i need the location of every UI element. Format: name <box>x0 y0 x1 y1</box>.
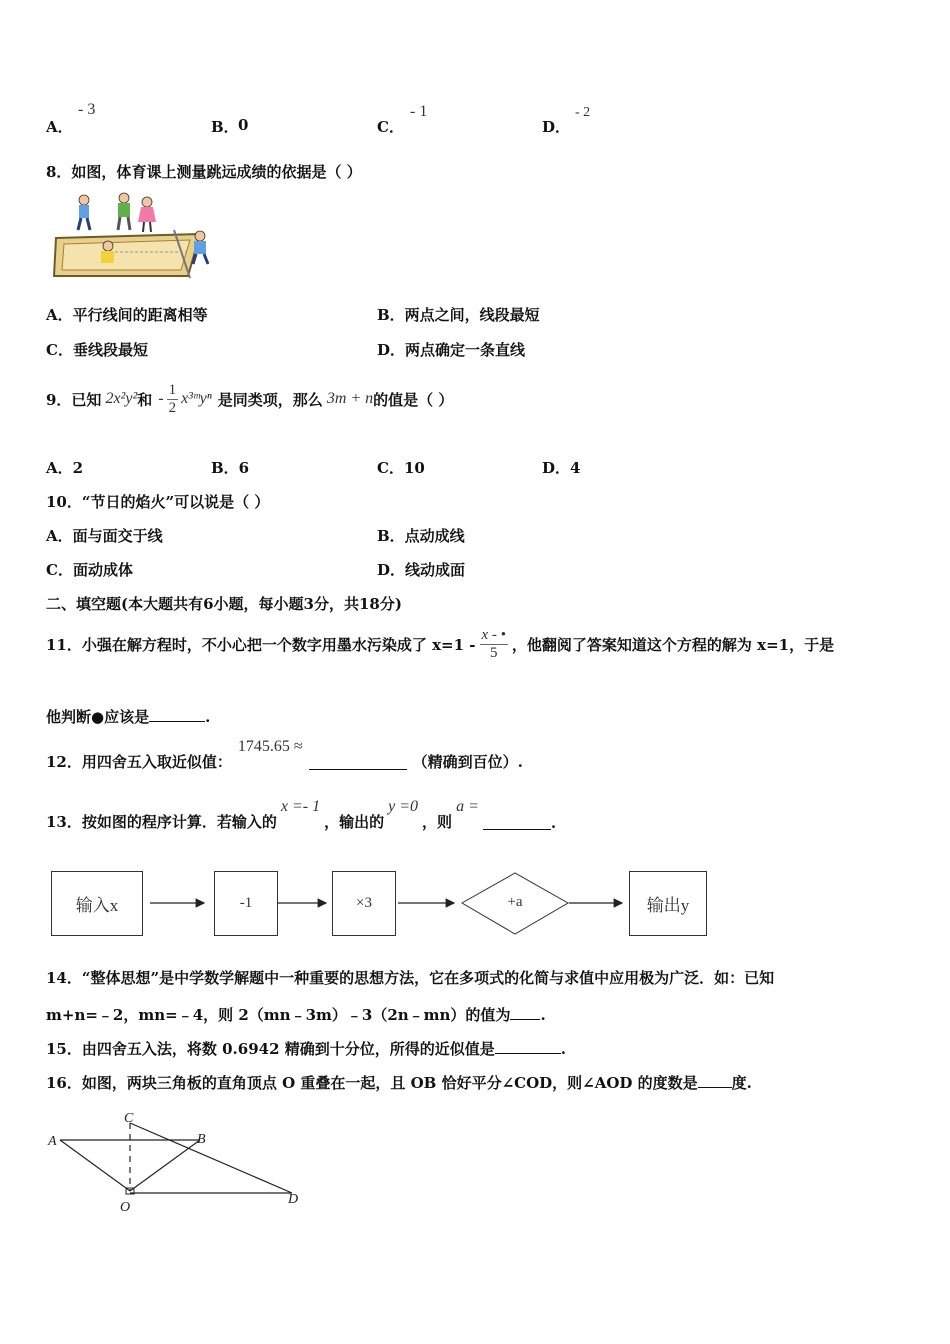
q10-option-d: D．线动成面 <box>377 561 466 579</box>
q15-text: 15．由四舍五入法，将数 0.6942 精确到十分位，所得的近似值是 <box>46 1040 495 1058</box>
q9-option-c: C．10 <box>377 459 425 477</box>
q8-stem: 8．如图，体育课上测量跳远成绩的依据是（ ） <box>46 163 362 181</box>
q14-line1: 14．“整体思想”是中学数学解题中一种重要的思想方法，它在多项式的化简与求值中应用极为广泛．如：已知 <box>46 969 775 987</box>
q11-line2 <box>46 706 210 727</box>
q13-end: . <box>550 814 557 832</box>
q13-a-expr: a = <box>456 798 479 815</box>
q11-fraction <box>480 627 508 662</box>
q12-stem <box>46 738 523 778</box>
q15-end: . <box>560 1040 566 1058</box>
q13-prefix: 13．按如图的程序计算．若输入的 <box>46 813 277 831</box>
q16-stem <box>46 1072 752 1093</box>
q7-option-a-value: - 3 <box>78 101 96 118</box>
q9-option-b: B．6 <box>211 459 250 477</box>
q9-stem <box>46 377 453 421</box>
q12-suffix: （精确到百位）. <box>412 753 523 771</box>
q12-prefix: 12．用四舍五入取近似值： <box>46 753 232 771</box>
q8-option-c: C．垂线段最短 <box>46 341 148 359</box>
point-label-a: A <box>48 1134 57 1149</box>
point-label-o: O <box>120 1200 131 1215</box>
q10-option-b: B．点动成线 <box>377 527 465 545</box>
section-heading: 二、填空题(本大题共有6小题，每小题3分，共18分) <box>46 595 402 613</box>
q9-mid: 是同类项，那么 <box>217 390 323 409</box>
point-label-c: C <box>124 1111 134 1126</box>
q16-answer-blank[interactable] <box>698 1073 732 1088</box>
q9-term2: x³ᵐyⁿ <box>181 390 212 407</box>
q15-answer-blank[interactable] <box>495 1039 561 1054</box>
point-label-b: B <box>197 1132 206 1147</box>
q9-prefix: 9．已知 <box>46 390 102 409</box>
q9-option-d: D．4 <box>542 459 581 477</box>
segment-cd <box>130 1123 292 1193</box>
q13-mid2: ，则 <box>422 813 453 831</box>
segment-bo <box>130 1140 200 1191</box>
q9-frac-num: 1 <box>168 381 177 398</box>
q11-prefix: 11．小强在解方程时，不小心把一个数字用墨水污染成了 x=1 - <box>46 635 476 654</box>
q7-option-c-value: - 1 <box>410 103 428 120</box>
q14-end: . <box>540 1006 546 1024</box>
q7-option-d-label: D． <box>542 118 571 136</box>
q13-answer-blank[interactable] <box>483 815 551 830</box>
flow-output-label: 输出y <box>646 896 690 915</box>
flowchart-connectors <box>0 860 950 950</box>
q11-line2-end: . <box>205 708 211 726</box>
segment-ao <box>60 1140 130 1191</box>
q15-stem <box>46 1038 566 1059</box>
flow-times-three-label: ×3 <box>356 895 372 911</box>
q8-option-d: D．两点确定一条直线 <box>377 341 526 359</box>
q9-option-a: A．2 <box>46 459 84 477</box>
flow-input-label: 输入x <box>75 896 119 915</box>
q13-mid1: ，输出的 <box>324 813 385 831</box>
q11-answer-blank[interactable] <box>149 707 205 722</box>
q12-expr: 1745.65 ≈ <box>237 738 303 755</box>
long-jump-illustration <box>50 190 220 280</box>
q7-option-c-label: C． <box>377 118 404 136</box>
q7-option-b-label: B． <box>211 118 239 136</box>
flow-plus-a-label: +a <box>507 894 523 910</box>
q9-suffix: 的值是（ ） <box>373 390 454 409</box>
q11-line2-text: 他判断●应该是 <box>46 708 150 726</box>
q7-option-a-label: A． <box>46 118 73 136</box>
flow-minus-one-label: -1 <box>239 895 253 911</box>
q14-line2 <box>46 1004 546 1025</box>
q10-option-a: A．面与面交于线 <box>46 527 163 545</box>
q9-frac-den: 2 <box>168 399 177 416</box>
q9-and: 和 <box>137 390 153 409</box>
q11-line1 <box>46 620 834 668</box>
q9-frac-sign: - <box>158 390 164 407</box>
q16-end: 度. <box>731 1074 752 1092</box>
q14-line2-text: m+n=﹣2，mn=﹣4，则 2（mn﹣3m）﹣3（2n﹣mn）的值为 <box>46 1006 511 1024</box>
q10-option-c: C．面动成体 <box>46 561 133 579</box>
q8-option-b: B．两点之间，线段最短 <box>377 306 540 324</box>
triangle-diagram <box>40 1105 320 1220</box>
q10-stem: 10．“节日的焰火”可以说是（ ） <box>46 493 270 511</box>
q11-suffix: ，他翻阅了答案知道这个方程的解为 x=1，于是 <box>511 635 835 654</box>
point-label-d: D <box>288 1192 299 1207</box>
q9-fraction <box>167 382 179 417</box>
q11-frac-num: x - • <box>481 626 506 643</box>
q9-expr: 3m + n <box>326 390 374 407</box>
q14-answer-blank[interactable] <box>510 1005 540 1020</box>
q13-output-expr: y =0 <box>388 798 419 815</box>
q12-answer-blank[interactable] <box>309 755 407 770</box>
q13-input-expr: x =- 1 <box>280 798 321 815</box>
q7-option-d-value: - 2 <box>575 105 591 120</box>
q7-option-b-value: 0 <box>238 116 249 134</box>
q9-term1: 2x²y² <box>105 390 138 407</box>
q8-option-a: A．平行线间的距离相等 <box>46 306 208 324</box>
q11-frac-den: 5 <box>489 644 498 661</box>
q13-stem <box>46 798 556 838</box>
q16-text: 16．如图，两块三角板的直角顶点 O 重叠在一起，且 OB 恰好平分∠COD，则∠AOD 的度数是 <box>46 1074 698 1092</box>
